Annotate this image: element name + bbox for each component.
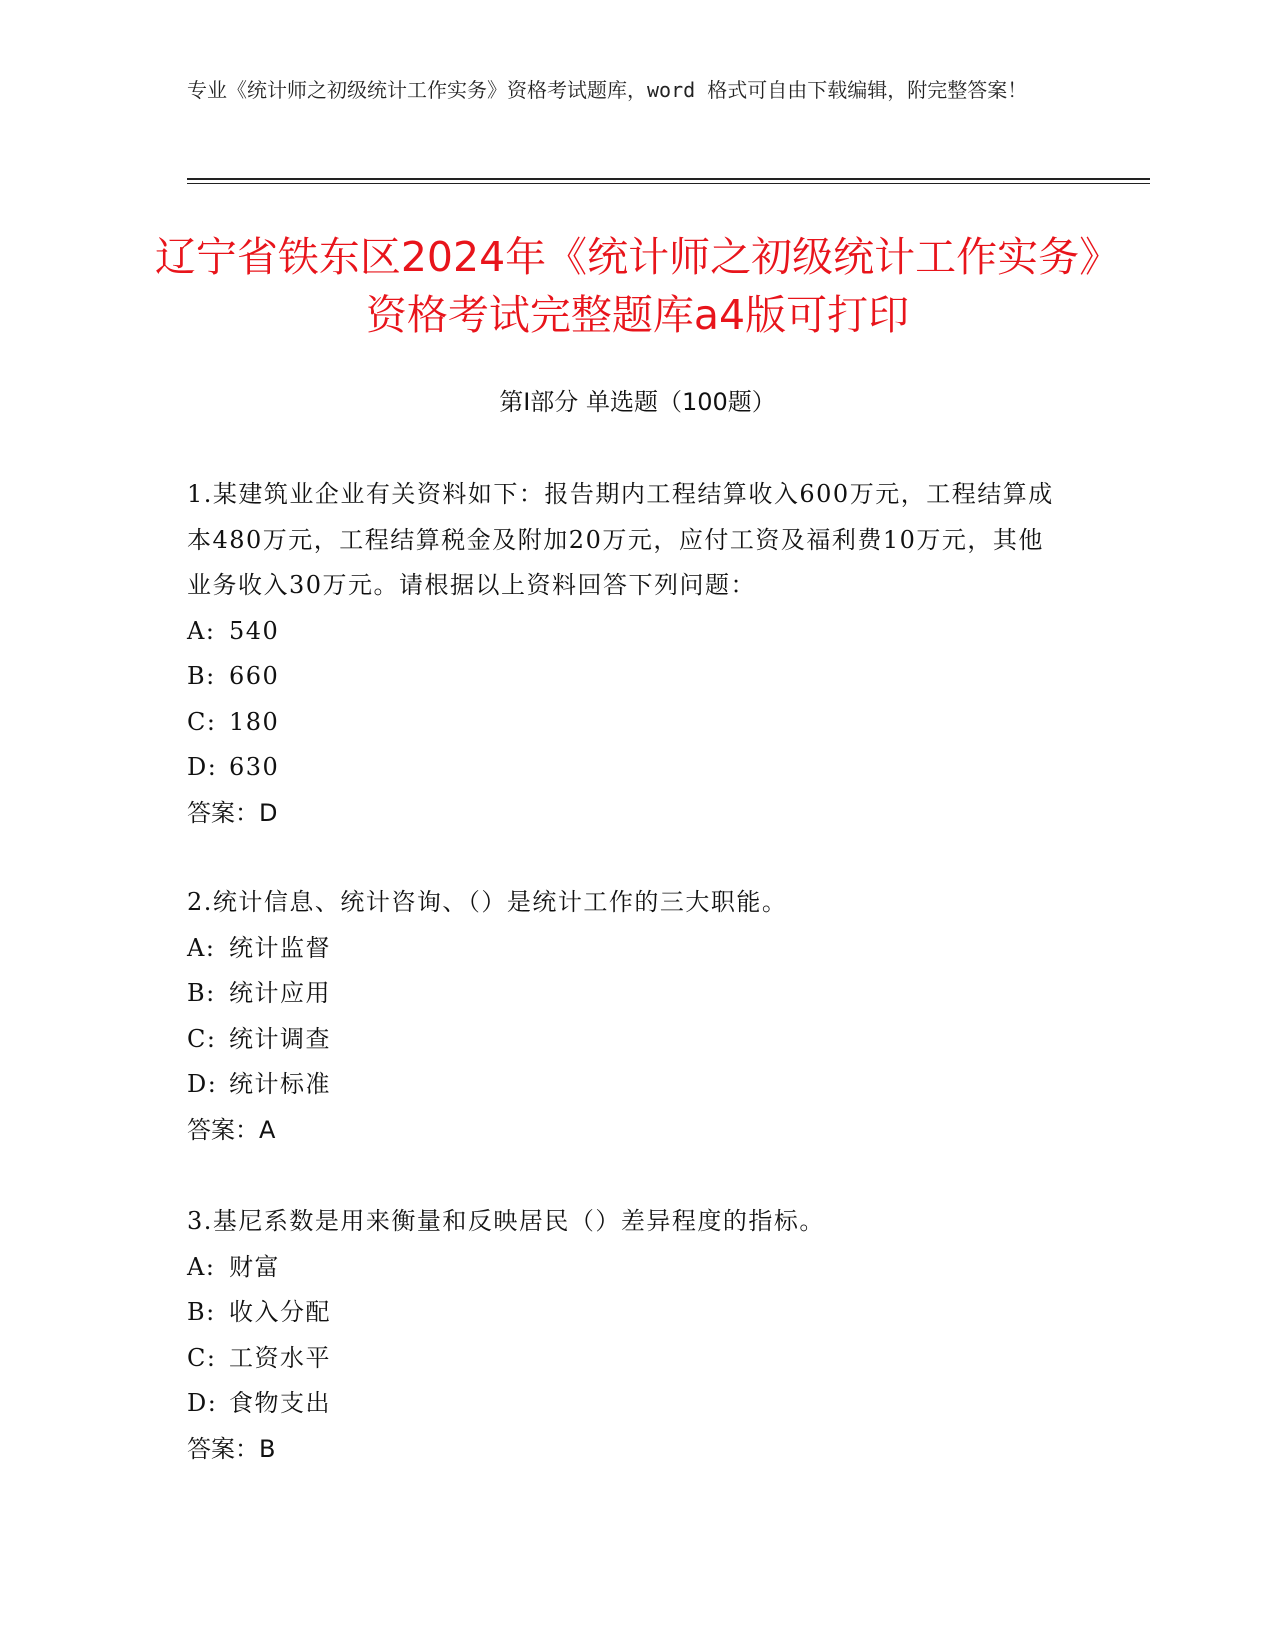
answer-line: 答案：D [187,798,278,827]
header-divider-thin [187,183,1150,184]
question-1 [187,472,1067,836]
option-text: 统计标准 [229,1070,331,1098]
option-text: 630 [229,753,280,781]
option-text: 540 [229,616,280,645]
option-text: 财富 [229,1252,280,1281]
question-stem: 1.某建筑业企业有关资料如下：报告期内工程结算收入600万元，工程结算成本480万元，工程结算税金及附加20万元，应付工资及福利费10万元，其他业务收入30万元。请根据以上资料回答下列问题： [187,480,1054,599]
option-text: 统计监督 [229,933,331,962]
option-d [187,1062,1067,1108]
option-d [187,1381,1067,1427]
answer-line: 答案：B [187,1434,276,1463]
option-key: A: [187,616,216,645]
option-key: B: [187,1298,216,1326]
option-key: B: [187,662,216,690]
option-text: 收入分配 [229,1298,331,1326]
option-text: 统计调查 [229,1024,331,1053]
question-2 [187,880,1067,1153]
header-note: 专业《统计师之初级统计工作实务》资格考试题库，word 格式可自由下载编辑，附完整答案！ [187,78,1028,102]
option-a [187,609,1067,655]
option-key: A: [187,933,216,962]
option-b [187,1290,1067,1336]
option-a [187,1245,1067,1291]
option-text: 统计应用 [229,979,331,1007]
option-c [187,1017,1067,1063]
document-title: 辽宁省铁东区2024年《统计师之初级统计工作实务》资格考试完整题库a4版可打印 [154,233,1121,339]
option-key: C: [187,1343,217,1372]
option-key: C: [187,707,217,736]
question-stem: 2.统计信息、统计咨询、（）是统计工作的三大职能。 [187,888,788,916]
option-key: D: [187,1070,218,1098]
answer-line: 答案：A [187,1115,276,1144]
option-b [187,971,1067,1017]
option-c [187,1336,1067,1382]
option-key: C: [187,1024,217,1053]
option-c [187,700,1067,746]
section-heading: 第Ⅰ部分 单选题（100题） [499,388,776,416]
question-stem: 3.基尼系数是用来衡量和反映居民（）差异程度的指标。 [187,1207,825,1235]
header-divider-thick [187,178,1150,180]
option-text: 660 [229,662,280,690]
option-text: 180 [229,707,280,736]
option-a [187,926,1067,972]
option-key: B: [187,979,216,1007]
question-3 [187,1199,1067,1472]
option-d [187,745,1067,791]
option-key: D: [187,1389,218,1417]
option-text: 工资水平 [229,1343,331,1372]
option-b [187,654,1067,700]
option-key: D: [187,753,218,781]
option-key: A: [187,1252,216,1281]
option-text: 食物支出 [229,1389,331,1417]
